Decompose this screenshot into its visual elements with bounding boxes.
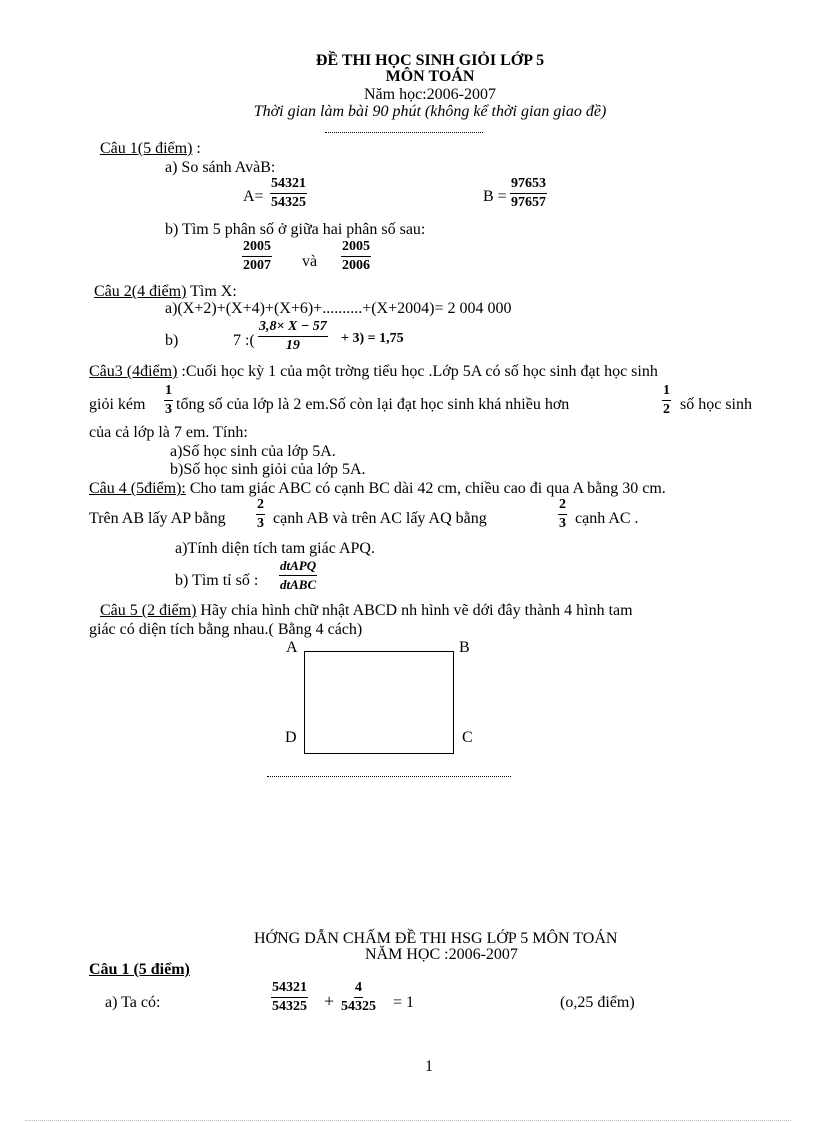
rectangle-abcd bbox=[304, 651, 454, 754]
q4-f2-numerator: 2 bbox=[558, 497, 567, 515]
q4-text-2b: cạnh AB và trên AC lấy AQ bằng bbox=[273, 510, 487, 527]
exam-subject: MÔN TOÁN bbox=[385, 68, 475, 85]
q1-A-prefix: A= bbox=[243, 188, 264, 205]
q1-fraction-A bbox=[270, 176, 307, 211]
q5-text-1: Hãy chia hình chữ nhật ABCD nh hình vẽ dới đây thành 4 hình tam bbox=[196, 602, 633, 619]
q4-sub-b: b) Tìm tỉ số : bbox=[175, 572, 259, 589]
q2-heading-line bbox=[94, 283, 237, 301]
rect-label-b: B bbox=[459, 639, 470, 656]
q4-fraction-1 bbox=[256, 497, 265, 532]
q4-sub-a: a)Tính diện tích tam giác APQ. bbox=[175, 540, 375, 557]
q2-b-prefix: 7 :( bbox=[233, 332, 255, 349]
page-bottom-border bbox=[25, 1120, 791, 1121]
q2-heading: Câu 2(4 điểm) bbox=[94, 283, 187, 300]
q1-fraction-B bbox=[510, 176, 547, 211]
q3-text-1: :Cuối học kỳ 1 của một trờng tiểu học .Lớp 5A có số học sinh đạt học sinh bbox=[177, 363, 658, 380]
exam-title: ĐỀ THI HỌC SINH GIỎI LỚP 5 bbox=[315, 52, 545, 69]
q1-f2-denominator: 2006 bbox=[342, 258, 370, 273]
q3-f2-denominator: 2 bbox=[663, 402, 670, 417]
q4-ratio-fraction bbox=[279, 558, 317, 593]
q3-sub-b: b)Số học sinh giỏi của lớp 5A. bbox=[170, 461, 366, 478]
q1-B-prefix: B = bbox=[483, 188, 507, 205]
q1-f1-numerator: 2005 bbox=[242, 239, 272, 257]
q3-text-2a: giỏi kém bbox=[89, 396, 146, 413]
guide-fraction-1 bbox=[271, 980, 308, 1015]
q2-b-denominator: 19 bbox=[285, 338, 300, 353]
guide-result: = 1 bbox=[393, 994, 415, 1011]
q4-f1-denominator: 3 bbox=[257, 516, 264, 531]
q4-f2-denominator: 3 bbox=[559, 516, 566, 531]
q3-f1-numerator: 1 bbox=[164, 383, 173, 401]
q1-fraction-2 bbox=[341, 239, 371, 274]
q5-line-1 bbox=[100, 602, 633, 620]
header-separator bbox=[325, 132, 483, 133]
q1-heading-tail: : bbox=[192, 140, 201, 157]
q2-b-numerator: 3,8× X − 57 bbox=[258, 319, 328, 337]
q3-fraction-1 bbox=[164, 383, 173, 418]
q2-heading-tail: Tìm X: bbox=[186, 283, 237, 300]
guide-fraction-2 bbox=[341, 980, 376, 1015]
guide-plus: + bbox=[324, 991, 335, 1011]
q1-and: và bbox=[302, 253, 318, 270]
page-number: 1 bbox=[425, 1058, 433, 1075]
guide-title: HỚNG DẪN CHẤM ĐỀ THI HSG LỚP 5 MÔN TOÁN bbox=[254, 930, 618, 947]
q4-fraction-2 bbox=[558, 497, 567, 532]
q1-f2-numerator: 2005 bbox=[341, 239, 371, 257]
q1-fraction-1 bbox=[242, 239, 272, 274]
q3-fraction-2 bbox=[662, 383, 671, 418]
q1-heading: Câu 1(5 điểm) bbox=[100, 140, 193, 157]
q5-heading: Câu 5 (2 điểm) bbox=[100, 602, 197, 619]
q3-f1-denominator: 3 bbox=[165, 402, 172, 417]
q1-B-denominator: 97657 bbox=[511, 195, 546, 210]
q3-f2-numerator: 1 bbox=[662, 383, 671, 401]
q1-heading-line bbox=[100, 140, 201, 158]
q4-ratio-denominator: dtABC bbox=[280, 577, 317, 592]
guide-year: NĂM HỌC :2006-2007 bbox=[365, 946, 518, 963]
q2-b-suffix: + 3) = 1,75 bbox=[341, 331, 404, 346]
q3-line-1 bbox=[89, 363, 658, 381]
q3-text-2b: tổng số của lớp là 2 em.Số còn lại đạt học sinh khá nhiều hơn bbox=[176, 396, 570, 413]
q4-line-1 bbox=[89, 480, 666, 498]
q5-text-2: giác có diện tích bằng nhau.( Bằng 4 cách) bbox=[89, 621, 363, 638]
q1-part-b: b) Tìm 5 phân số ở giữa hai phân số sau: bbox=[165, 221, 426, 238]
q1-f1-denominator: 2007 bbox=[243, 258, 271, 273]
q1-B-numerator: 97653 bbox=[510, 176, 547, 194]
guide-part-a: a) Ta có: bbox=[105, 994, 161, 1011]
section-separator bbox=[267, 776, 511, 777]
guide-f1-denominator: 54325 bbox=[272, 999, 307, 1014]
q3-text-3: của cả lớp là 7 em. Tính: bbox=[89, 424, 248, 441]
q2-part-a: a)(X+2)+(X+4)+(X+6)+..........+(X+2004)= 2 004 000 bbox=[165, 300, 512, 317]
q4-f1-numerator: 2 bbox=[256, 497, 265, 515]
exam-time: Thời gian làm bài 90 phút (không kể thời gian giao đề) bbox=[253, 103, 607, 120]
guide-q1-heading: Câu 1 (5 điểm) bbox=[89, 961, 190, 978]
exam-year: Năm học:2006-2007 bbox=[364, 86, 496, 103]
guide-f1-numerator: 54321 bbox=[271, 980, 308, 998]
q1-part-a: a) So sánh AvàB: bbox=[165, 159, 276, 176]
q3-heading: Câu3 (4điểm) bbox=[89, 363, 178, 380]
q4-text-2c: cạnh AC . bbox=[575, 510, 639, 527]
q4-ratio-numerator: dtAPQ bbox=[279, 558, 317, 576]
rect-label-d: D bbox=[285, 729, 297, 746]
guide-f2-numerator: 4 bbox=[354, 980, 363, 998]
q2-b-fraction bbox=[258, 319, 328, 354]
q1-A-denominator: 54325 bbox=[271, 195, 306, 210]
q2-part-b-label: b) bbox=[165, 332, 179, 349]
guide-score: (o,25 điểm) bbox=[560, 994, 635, 1011]
q4-text-2a: Trên AB lấy AP bằng bbox=[89, 510, 226, 527]
rect-label-c: C bbox=[462, 729, 473, 746]
q1-A-numerator: 54321 bbox=[270, 176, 307, 194]
q4-text-1: Cho tam giác ABC có cạnh BC dài 42 cm, chiều cao đi qua A bằng 30 cm. bbox=[185, 480, 666, 497]
rect-label-a: A bbox=[286, 639, 298, 656]
q4-heading: Câu 4 (5điểm): bbox=[89, 480, 186, 497]
q3-text-2c: số học sinh bbox=[680, 396, 752, 413]
guide-f2-denominator: 54325 bbox=[341, 999, 376, 1014]
q3-sub-a: a)Số học sinh của lớp 5A. bbox=[170, 443, 336, 460]
